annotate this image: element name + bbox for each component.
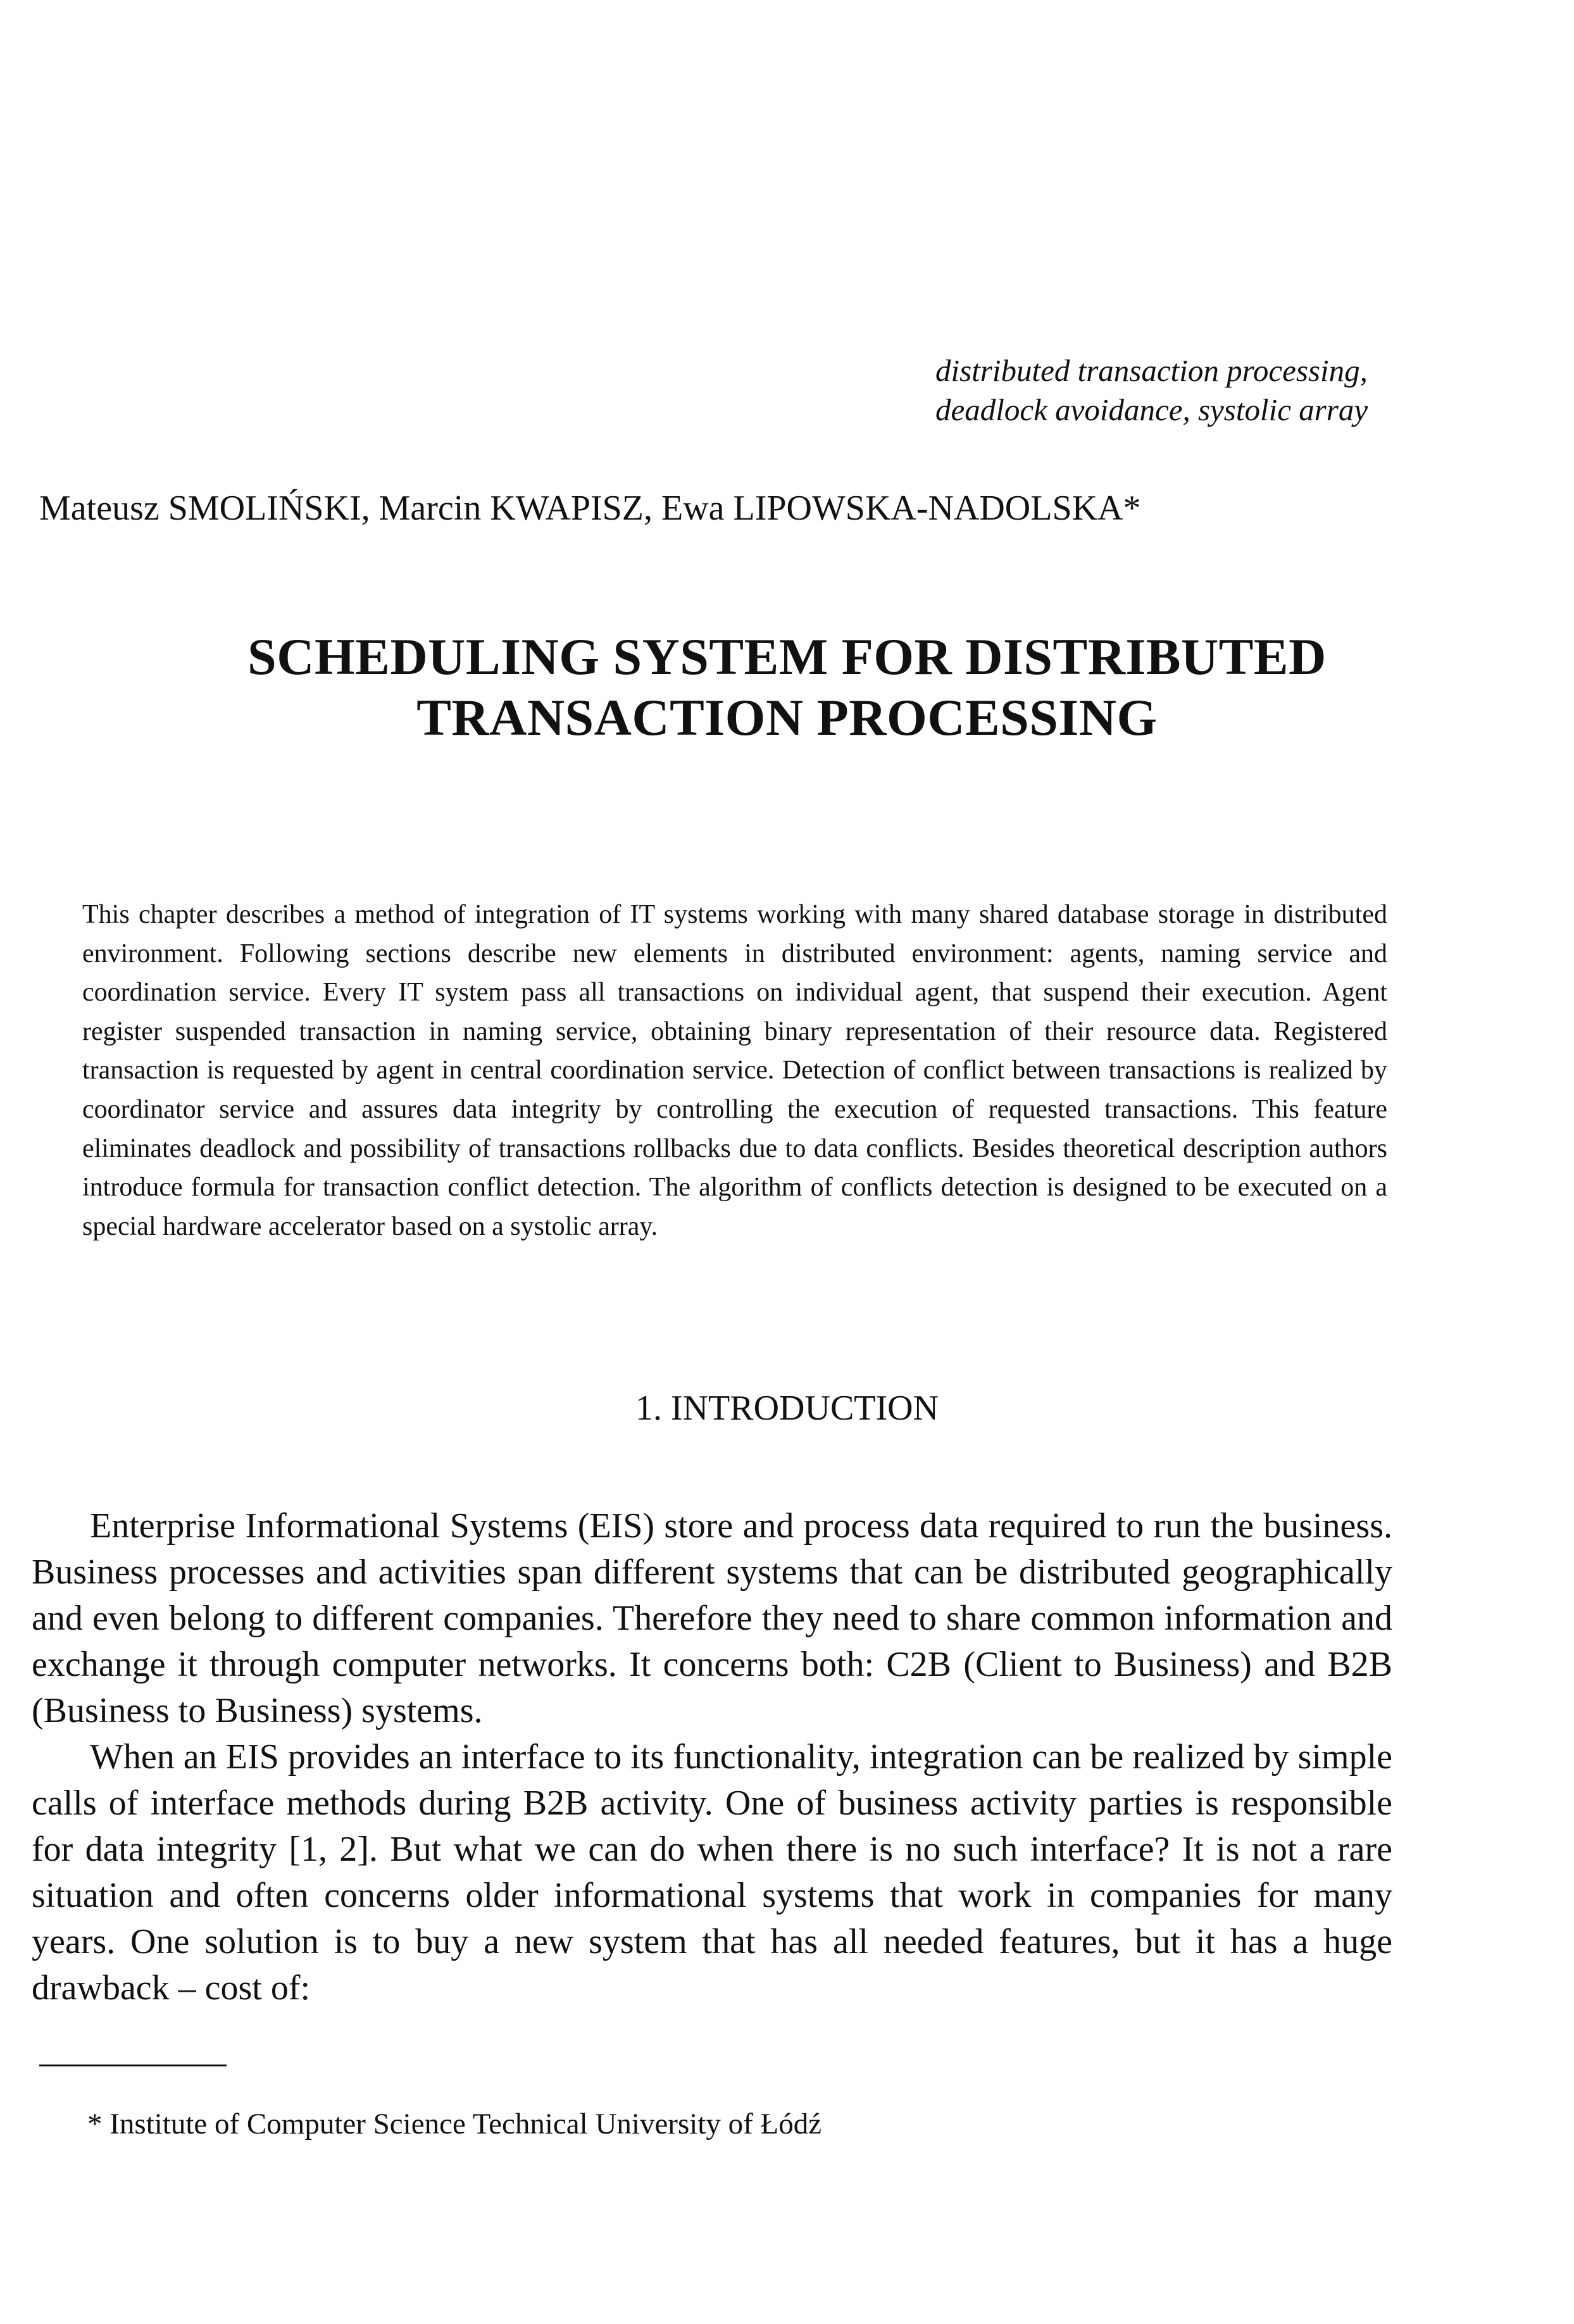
keywords-line-1: distributed transaction processing, xyxy=(935,353,1368,388)
paper-title-line-2: TRANSACTION PROCESSING xyxy=(416,689,1158,746)
keywords-line-2: deadlock avoidance, systolic array xyxy=(935,392,1368,427)
body-paragraph-2: When an EIS provides an interface to its functionality, integration can be realized by simple calls of interface methods during B2B activity. One of business activity parties is responsible for data integrity [1, 2]. But what we can do when there is no such interface? It is not a rare situation and often concerns older informational systems that work in companies for many years. One solution is to buy a new system that has all needed features, but it has a huge drawback – cost of: xyxy=(32,1737,1392,2008)
paper-title xyxy=(0,627,1574,748)
paper-title-line-1: SCHEDULING SYSTEM FOR DISTRIBUTED xyxy=(247,628,1327,685)
footnote-affiliation: * Institute of Computer Science Technical University of Łódź xyxy=(87,2108,822,2140)
body-paragraph-1: Enterprise Informational Systems (EIS) store and process data required to run the business. Business processes and activities span different systems that can be distributed geographically and even belong to different companies. Therefore they need to share common information and exchange it through computer networks. It concerns both: C2B (Client to Business) and B2B (Business to Business) systems. xyxy=(32,1506,1392,1730)
author-list: Mateusz SMOLIŃSKI, Marcin KWAPISZ, Ewa LIPOWSKA-NADOLSKA* xyxy=(39,489,1141,528)
introduction-body xyxy=(32,1503,1392,2011)
footnote-separator xyxy=(39,2065,227,2066)
abstract: This chapter describes a method of integration of IT systems working with many shared database storage in distributed environment. Following sections describe new elements in distributed environment: agents, naming service and coordination service. Every IT system pass all transactions on individual agent, that suspend their execution. Agent register suspended transaction in naming service, obtaining binary representation of their resource data. Registered transaction is requested by agent in central coordination service. Detection of conflict between transactions is realized by coordinator service and assures data integrity by controlling the execution of requested transactions. This feature eliminates deadlock and possibility of transactions rollbacks due to data conflicts. Besides theoretical description authors introduce formula for transaction conflict detection. The algorithm of conflicts detection is designed to be executed on a special hardware accelerator based on a systolic array. xyxy=(82,900,1387,1241)
section-heading-introduction: 1. INTRODUCTION xyxy=(635,1389,939,1428)
keywords xyxy=(935,351,1404,430)
